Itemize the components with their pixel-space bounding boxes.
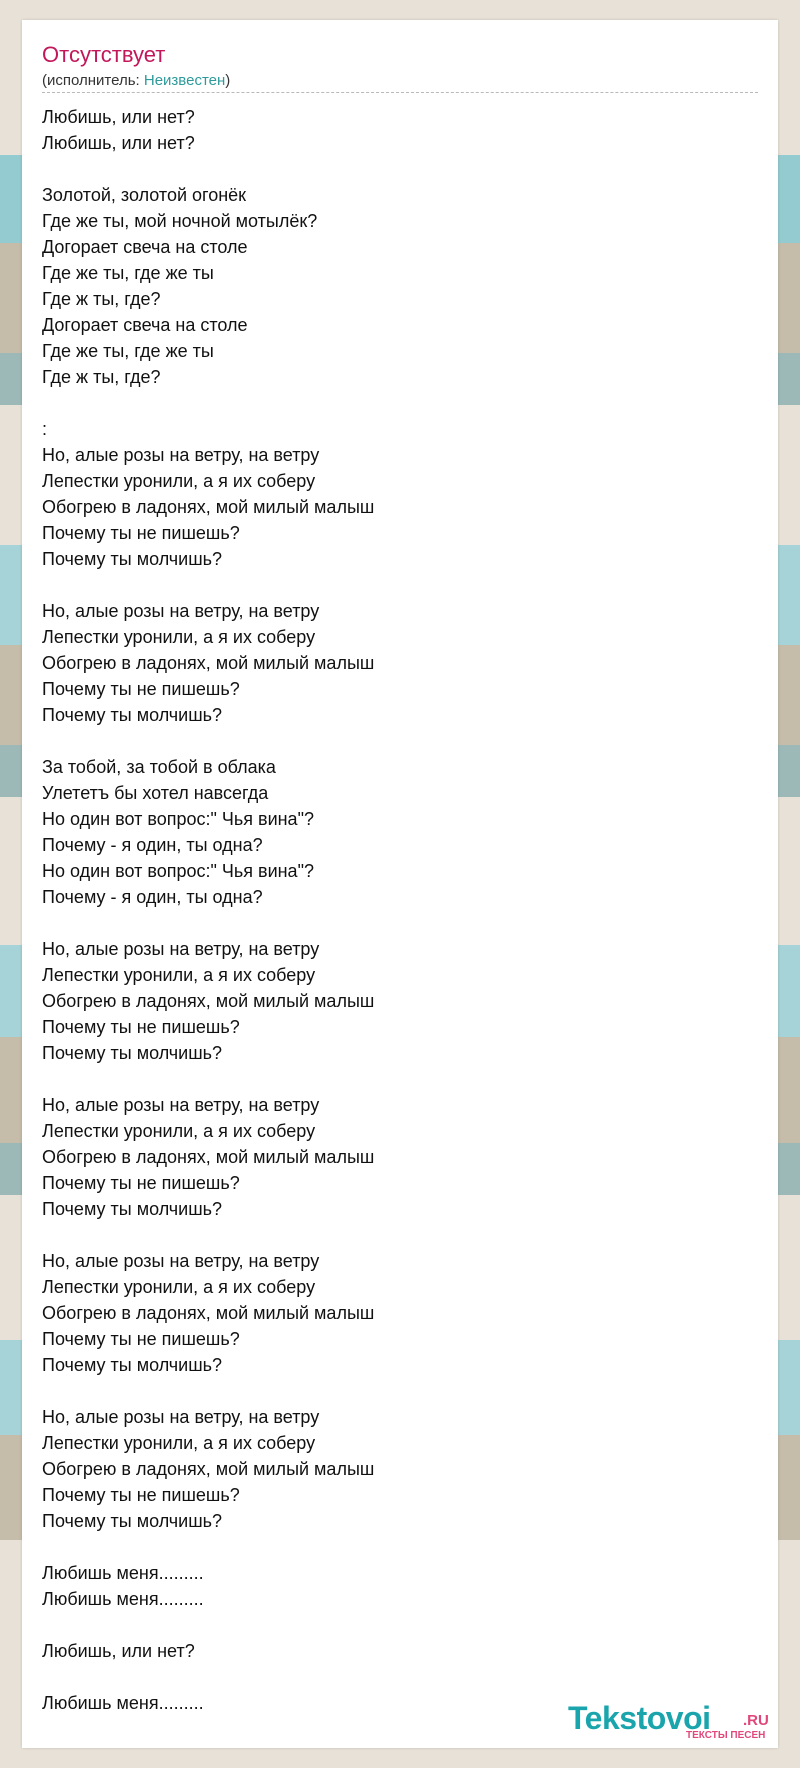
lyric-line: Почему ты не пишешь? [42, 523, 240, 543]
lyric-line: Но, алые розы на ветру, на ветру [42, 1251, 320, 1271]
lyric-line [42, 1612, 374, 1638]
logo-name: Tekstovoi [568, 1700, 711, 1736]
lyric-line: Лепестки уронили, а я их соберу [42, 627, 316, 647]
lyric-line: Где ж ты, где? [42, 289, 161, 309]
title-divider [42, 92, 758, 93]
lyric-line: : [42, 419, 48, 439]
lyric-line [42, 1222, 374, 1248]
lyric-line [42, 156, 374, 182]
lyric-line: Но один вот вопрос:" Чья вина"? [42, 809, 314, 829]
lyric-line: Но, алые розы на ветру, на ветру [42, 601, 320, 621]
lyric-line [42, 1066, 374, 1092]
lyric-line: Но, алые розы на ветру, на ветру [42, 445, 320, 465]
lyric-line: Обогрею в ладонях, мой милый малыш [42, 497, 375, 517]
lyric-line: Где же ты, где же ты [42, 263, 214, 283]
lyric-line: Догорает свеча на столе [42, 315, 248, 335]
lyric-line: Но, алые розы на ветру, на ветру [42, 939, 320, 959]
lyric-line: Лепестки уронили, а я их соберу [42, 1433, 316, 1453]
lyric-line [42, 728, 374, 754]
lyric-line [42, 1664, 374, 1690]
lyric-line: Любишь меня......... [42, 1589, 204, 1609]
lyric-line: Почему ты молчишь? [42, 1355, 223, 1375]
lyric-line: Любишь меня......... [42, 1693, 204, 1713]
lyric-line: За тобой, за тобой в облака [42, 757, 276, 777]
logo-tld: .RU [743, 1712, 769, 1729]
lyric-line: Но, алые розы на ветру, на ветру [42, 1095, 320, 1115]
lyric-line: Где же ты, где же ты [42, 341, 214, 361]
lyric-line: Почему ты не пишешь? [42, 1329, 240, 1349]
lyric-line [42, 1378, 374, 1404]
lyric-line [42, 1534, 374, 1560]
lyric-line: Лепестки уронили, а я их соберу [42, 1277, 316, 1297]
lyric-line: Почему ты не пишешь? [42, 1485, 240, 1505]
lyric-line: Почему - я один, ты одна? [42, 887, 263, 907]
lyric-line: Любишь, или нет? [42, 1641, 195, 1661]
lyric-line [42, 390, 374, 416]
lyric-line: Почему ты молчишь? [42, 1199, 223, 1219]
lyric-line [42, 910, 374, 936]
artist-link[interactable]: Неизвестен [143, 72, 226, 89]
lyric-line: Почему ты не пишешь? [42, 1173, 240, 1193]
lyric-line: Догорает свеча на столе [42, 237, 248, 257]
lyric-line: Лепестки уронили, а я их соберу [42, 965, 316, 985]
lyric-line: Но, алые розы на ветру, на ветру [42, 1407, 320, 1427]
site-logo[interactable] [568, 1700, 768, 1744]
lyric-line: Почему ты молчишь? [42, 1043, 223, 1063]
lyric-line: Почему ты не пишешь? [42, 679, 240, 699]
artist-suffix: ) [225, 72, 231, 89]
lyric-line: Любишь, или нет? [42, 133, 195, 153]
lyric-line: Почему ты не пишешь? [42, 1017, 240, 1037]
lyric-line: Почему ты молчишь? [42, 705, 223, 725]
lyric-line: Но один вот вопрос:" Чья вина"? [42, 861, 314, 881]
lyric-line: Почему - я один, ты одна? [42, 835, 263, 855]
lyric-line [42, 572, 374, 598]
lyric-line: Лепестки уронили, а я их соберу [42, 1121, 316, 1141]
artist-prefix: (исполнитель: [42, 72, 144, 89]
lyric-line: Улететъ бы хотел навсегда [42, 783, 269, 803]
lyric-line: Почему ты молчишь? [42, 1511, 223, 1531]
lyric-line: Обогрею в ладонях, мой милый малыш [42, 1303, 375, 1323]
lyric-line: Золотой, золотой огонёк [42, 185, 247, 205]
lyric-line: Любишь, или нет? [42, 107, 195, 127]
artist-line [42, 72, 230, 90]
lyric-line: Обогрею в ладонях, мой милый малыш [42, 653, 375, 673]
lyric-line: Лепестки уронили, а я их соберу [42, 471, 316, 491]
song-title: Отсутствует [42, 42, 166, 67]
lyrics-text [42, 104, 374, 1716]
lyric-line: Где ж ты, где? [42, 367, 161, 387]
lyric-line: Любишь меня......... [42, 1563, 204, 1583]
lyric-line: Обогрею в ладонях, мой милый малыш [42, 1459, 375, 1479]
lyric-line: Где же ты, мой ночной мотылёк? [42, 211, 318, 231]
lyric-line: Обогрею в ладонях, мой милый малыш [42, 1147, 375, 1167]
logo-tagline: ТЕКСТЫ ПЕСЕН [686, 1730, 766, 1741]
lyric-line: Обогрею в ладонях, мой милый малыш [42, 991, 375, 1011]
lyric-line: Почему ты молчишь? [42, 549, 223, 569]
lyrics-card [22, 20, 778, 1748]
